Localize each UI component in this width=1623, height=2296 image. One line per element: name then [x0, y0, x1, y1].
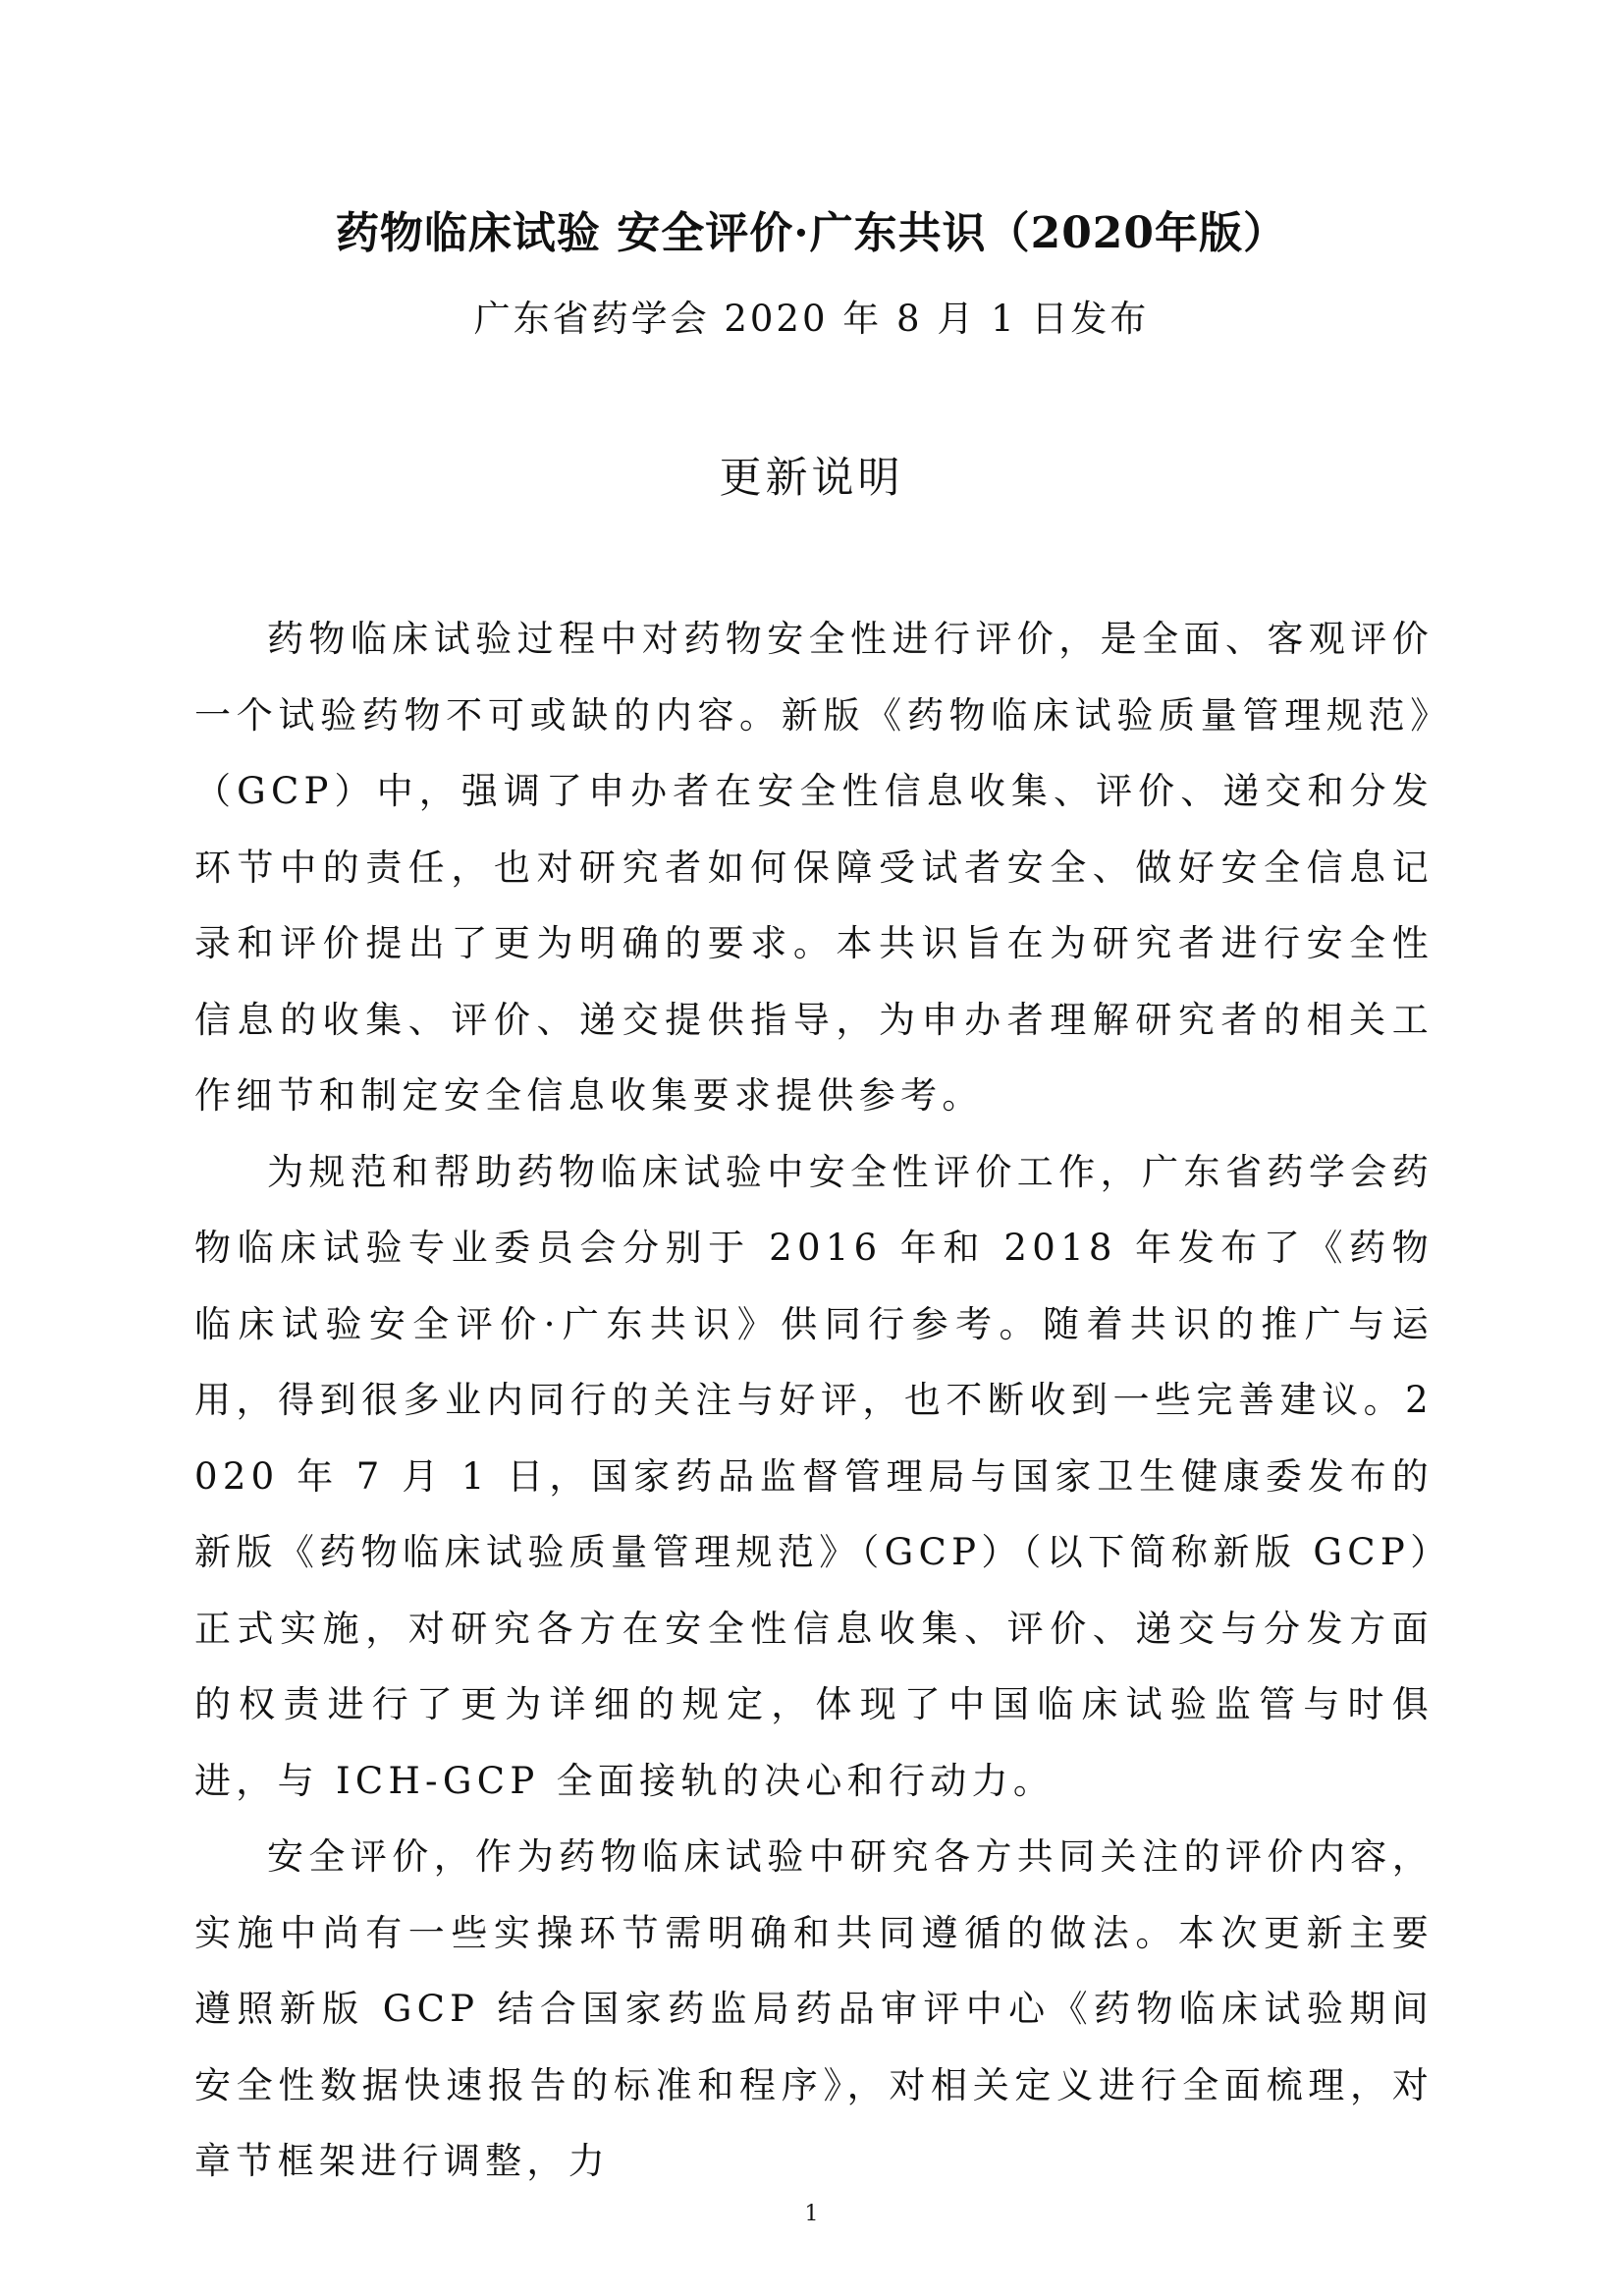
document-body [194, 601, 1434, 2200]
publication-info: 广东省药学会 2020 年 8 月 1 日发布 [473, 298, 1150, 340]
section-heading: 更新说明 [719, 454, 904, 503]
document-title: 药物临床试验 安全评价·广东共识（2020年版） [335, 208, 1288, 258]
paragraph: 药物临床试验过程中对药物安全性进行评价，是全面、客观评价一个试验药物不可或缺的内容。新版《药物临床试验质量管理规范》（GCP）中，强调了申办者在安全性信息收集、评价、递交和分发环节中的责任，也对研究者如何保障受试者安全、做好安全信息记录和评价提出了更为明确的要求。本共识旨在为研究者进行安全性信息的收集、评价、递交提供指导，为申办者理解研究者的相关工作细节和制定安全信息收集要求提供参考。 [194, 618, 1434, 1117]
page-number: 1 [804, 2202, 819, 2226]
paragraph: 安全评价，作为药物临床试验中研究各方共同关注的评价内容，实施中尚有一些实操环节需明确和共同遵循的做法。本次更新主要遵照新版 GCP 结合国家药监局药品审评中心《药物临床试验期间安全性数据快速报告的标准和程序》，对相关定义进行全面梳理，对章节框架进行调整，力 [194, 1835, 1434, 2182]
paragraph: 为规范和帮助药物临床试验中安全性评价工作，广东省药学会药物临床试验专业委员会分别于 2016 年和 2018 年发布了《药物临床试验安全评价·广东共识》供同行参考。随着共识的推广与运用，得到很多业内同行的关注与好评，也不断收到一些完善建议。2020 年 7 月 1 日，国家药品监督管理局与国家卫生健康委发布的新版《药物临床试验质量管理规范》（GCP）（以下简称新版 GCP）正式实施，对研究各方在安全性信息收集、评价、递交与分发方面的权责进行了更为详细的规定，体现了中国临床试验监管与时俱进，与 ICH-GCP 全面接轨的决心和行动力。 [194, 1150, 1434, 1802]
